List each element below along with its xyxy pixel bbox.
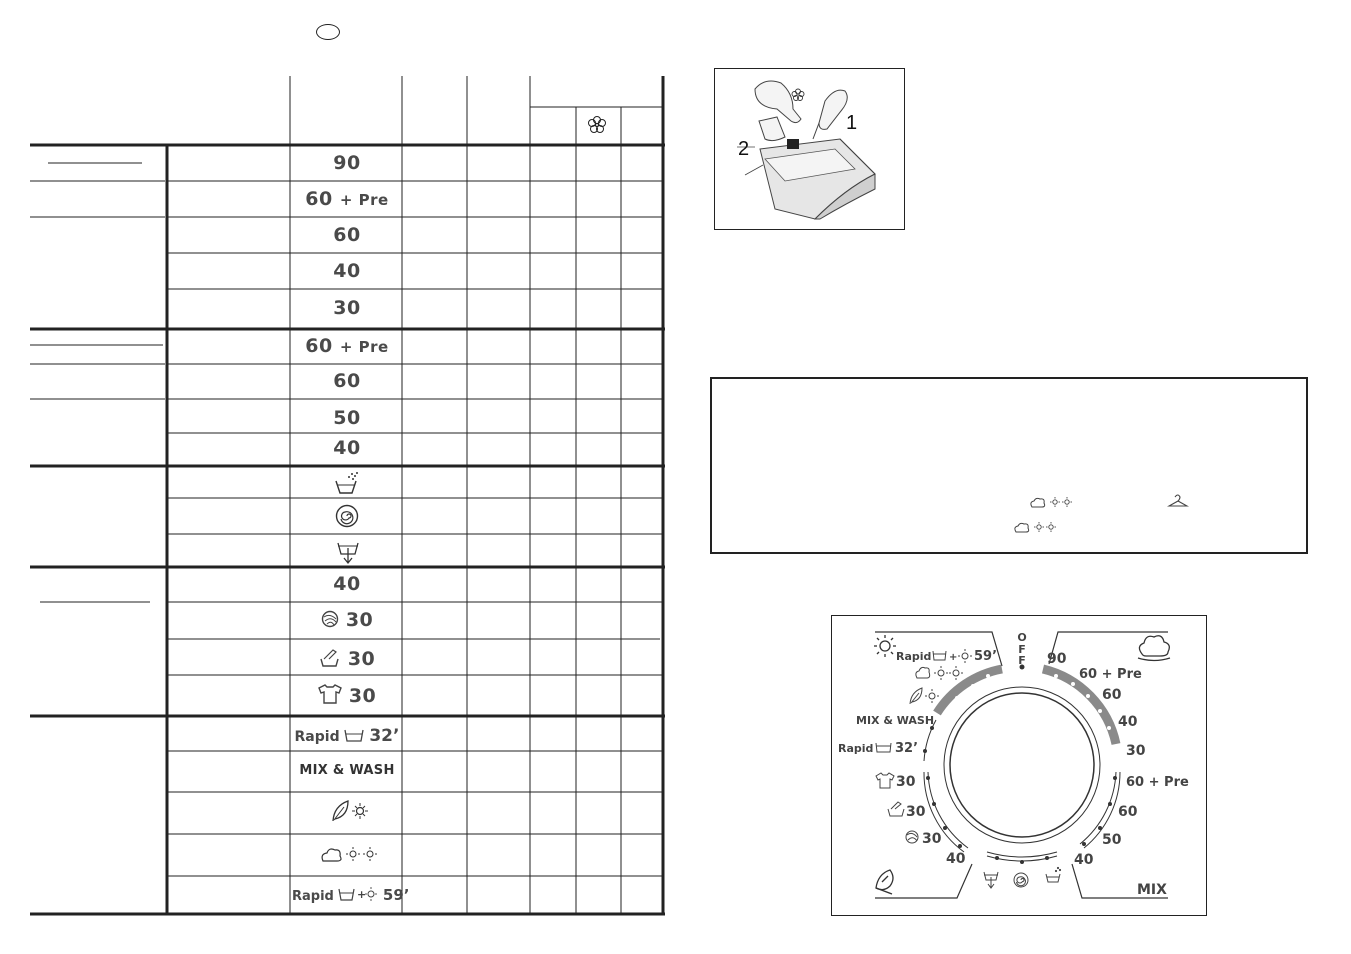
svg-text:+: + bbox=[357, 888, 367, 901]
dial-label: 40 bbox=[946, 851, 966, 867]
dial-label: 30 bbox=[1126, 743, 1146, 759]
info-note-box bbox=[710, 377, 1308, 554]
dial-label: 30 bbox=[896, 774, 916, 790]
table-row-label: Rapid 32’ bbox=[294, 726, 400, 746]
dial-off-f2: F bbox=[1018, 654, 1026, 667]
table-row-label: 30 bbox=[333, 297, 361, 319]
drain-icon bbox=[984, 872, 998, 888]
table-row-label: Rapid + 59’ bbox=[292, 886, 410, 904]
programme-dial bbox=[831, 615, 1207, 916]
cloud-two-suns-icon bbox=[1029, 494, 1075, 510]
dial-label: 90 bbox=[1047, 651, 1067, 667]
hand-wash-icon bbox=[888, 802, 904, 816]
table-row-label: 60 bbox=[333, 370, 361, 392]
table-row-label: 30 bbox=[292, 684, 402, 707]
tub-plus-sun-icon bbox=[338, 887, 378, 901]
dial-label: 60 + Pre bbox=[1126, 775, 1189, 790]
table-row-label: 60 bbox=[333, 224, 361, 246]
tub-icon bbox=[344, 728, 364, 742]
rinse-shower-icon bbox=[334, 471, 360, 495]
dial-mix-label: MIX bbox=[1137, 882, 1167, 898]
cloud-icon bbox=[1138, 636, 1170, 661]
rinse-shower-icon bbox=[1046, 867, 1061, 882]
dial-label: 50 bbox=[1102, 832, 1122, 848]
shirt-icon bbox=[318, 684, 342, 704]
dial-label: 60 bbox=[1102, 687, 1122, 703]
dial-label: 40 bbox=[1074, 852, 1094, 868]
dial-label: 59’ bbox=[974, 649, 998, 664]
tub-icon bbox=[876, 743, 891, 752]
table-row-label: 60 + Pre bbox=[305, 335, 389, 357]
drain-icon bbox=[335, 540, 361, 566]
softener-flower-icon bbox=[589, 117, 606, 133]
wool-ball-icon bbox=[906, 831, 918, 843]
table-row-label: 30 bbox=[292, 647, 402, 670]
eco-leaf-sun-icon bbox=[330, 798, 370, 824]
dispenser-label-2: 2 bbox=[738, 138, 750, 160]
dial-plus: + bbox=[949, 652, 958, 663]
dial-label: 40 bbox=[1118, 714, 1138, 730]
dial-label: MIX & WASH bbox=[856, 714, 935, 727]
dial-label: 60 + Pre bbox=[1079, 667, 1142, 682]
dial-label: 32’ bbox=[895, 741, 919, 756]
table-row-label: 90 bbox=[333, 152, 361, 174]
spin-spiral-icon bbox=[1014, 873, 1028, 887]
dial-off-f1: F bbox=[1018, 643, 1026, 656]
cloud-two-suns-icon bbox=[320, 843, 380, 865]
table-row-label: MIX & WASH bbox=[299, 763, 395, 778]
table-row-label: 40 bbox=[333, 260, 361, 282]
sun-icon bbox=[874, 635, 896, 657]
table-row-label: 50 bbox=[333, 407, 361, 429]
dial-label: 60 bbox=[1118, 804, 1138, 820]
dial-label: Rapid bbox=[896, 650, 932, 663]
table-row-label: 40 bbox=[333, 437, 361, 459]
dial-off-o: O bbox=[1017, 631, 1027, 644]
spin-spiral-icon bbox=[335, 504, 359, 528]
dial-label: 30 bbox=[922, 831, 942, 847]
dial-label: 30 bbox=[906, 804, 926, 820]
hanger-icon bbox=[1167, 493, 1189, 509]
table-row-label: 30 bbox=[292, 609, 402, 631]
table-row-label: 40 bbox=[333, 573, 361, 595]
detergent-dispenser-illustration bbox=[714, 68, 905, 230]
wool-ball-icon bbox=[321, 610, 339, 628]
cloud-two-suns-icon bbox=[1013, 519, 1059, 535]
table-row-label: 60 + Pre bbox=[305, 188, 389, 210]
hand-wash-icon bbox=[319, 647, 341, 667]
dispenser-label-1: 1 bbox=[846, 112, 858, 134]
dial-label: Rapid bbox=[838, 742, 874, 755]
shirt-icon bbox=[876, 773, 894, 788]
eco-leaf-sun-icon bbox=[910, 688, 939, 704]
leaf-icon bbox=[876, 870, 893, 894]
cloud-two-suns-icon bbox=[916, 666, 963, 680]
